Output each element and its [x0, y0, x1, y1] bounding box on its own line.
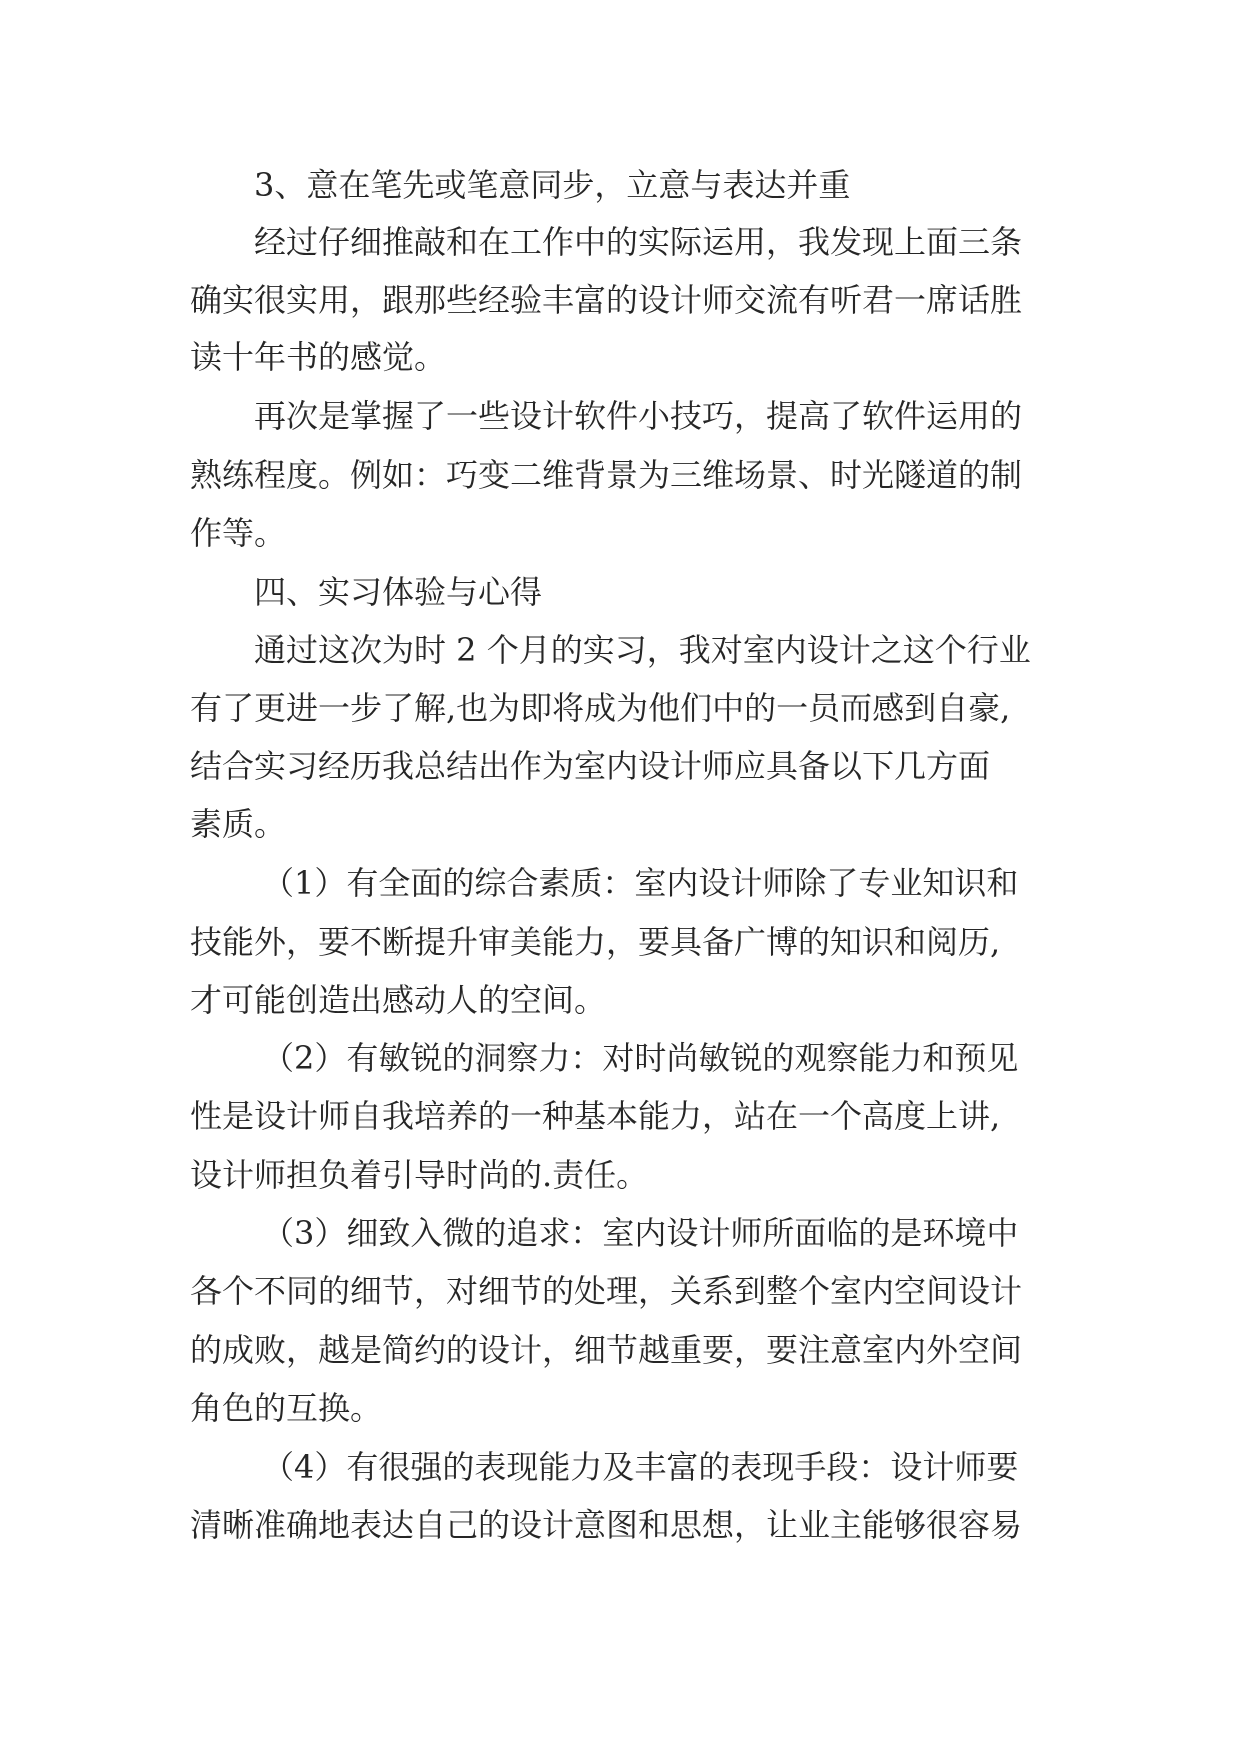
section-heading: 四、实习体验与心得 — [254, 573, 543, 611]
paragraph-line: 作等。 — [190, 514, 287, 552]
paragraph-line: 结合实习经历我总结出作为室内设计师应具备以下几方面 — [190, 747, 991, 785]
paragraph-line: 通过这次为时 2 个月的实习，我对室内设计之这个行业 — [254, 631, 1031, 669]
list-item-1: （1）有全面的综合素质：室内设计师除了专业知识和 — [262, 864, 1019, 902]
paragraph-line: 技能外，要不断提升审美能力，要具备广博的知识和阅历, — [190, 923, 1001, 961]
list-item-4: （4）有很强的表现能力及丰富的表现手段：设计师要 — [262, 1448, 1019, 1486]
list-item-3: （3）细致入微的追求：室内设计师所面临的是环境中 — [262, 1214, 1019, 1252]
paragraph-line: 确实很实用，跟那些经验丰富的设计师交流有听君一席话胜 — [190, 281, 1023, 319]
paragraph-line: 素质。 — [190, 805, 287, 843]
heading-3: 3、意在笔先或笔意同步，立意与表达并重 — [254, 166, 851, 204]
paragraph-line: 再次是掌握了一些设计软件小技巧，提高了软件运用的 — [254, 397, 1023, 435]
paragraph-line: 设计师担负着引导时尚的.责任。 — [190, 1156, 649, 1194]
paragraph-line: 的成败，越是简约的设计，细节越重要，要注意室内外空间 — [190, 1331, 1023, 1369]
paragraph-line: 有了更进一步了解,也为即将成为他们中的一员而感到自豪, — [190, 689, 1011, 727]
paragraph-line: 角色的互换。 — [190, 1389, 383, 1427]
paragraph-line: 读十年书的感觉。 — [190, 338, 447, 376]
paragraph-line: 性是设计师自我培养的一种基本能力，站在一个高度上讲, — [190, 1097, 1001, 1135]
paragraph-line: 熟练程度。例如：巧变二维背景为三维场景、时光隧道的制 — [190, 456, 1023, 494]
paragraph-line: 各个不同的细节，对细节的处理，关系到整个室内空间设计 — [190, 1272, 1023, 1310]
paragraph-line: 经过仔细推敲和在工作中的实际运用，我发现上面三条 — [254, 223, 1023, 261]
paragraph-line: 清晰准确地表达自己的设计意图和思想，让业主能够很容易 — [190, 1506, 1023, 1544]
paragraph-line: 才可能创造出感动人的空间。 — [190, 981, 607, 1019]
list-item-2: （2）有敏锐的洞察力：对时尚敏锐的观察能力和预见 — [262, 1039, 1019, 1077]
